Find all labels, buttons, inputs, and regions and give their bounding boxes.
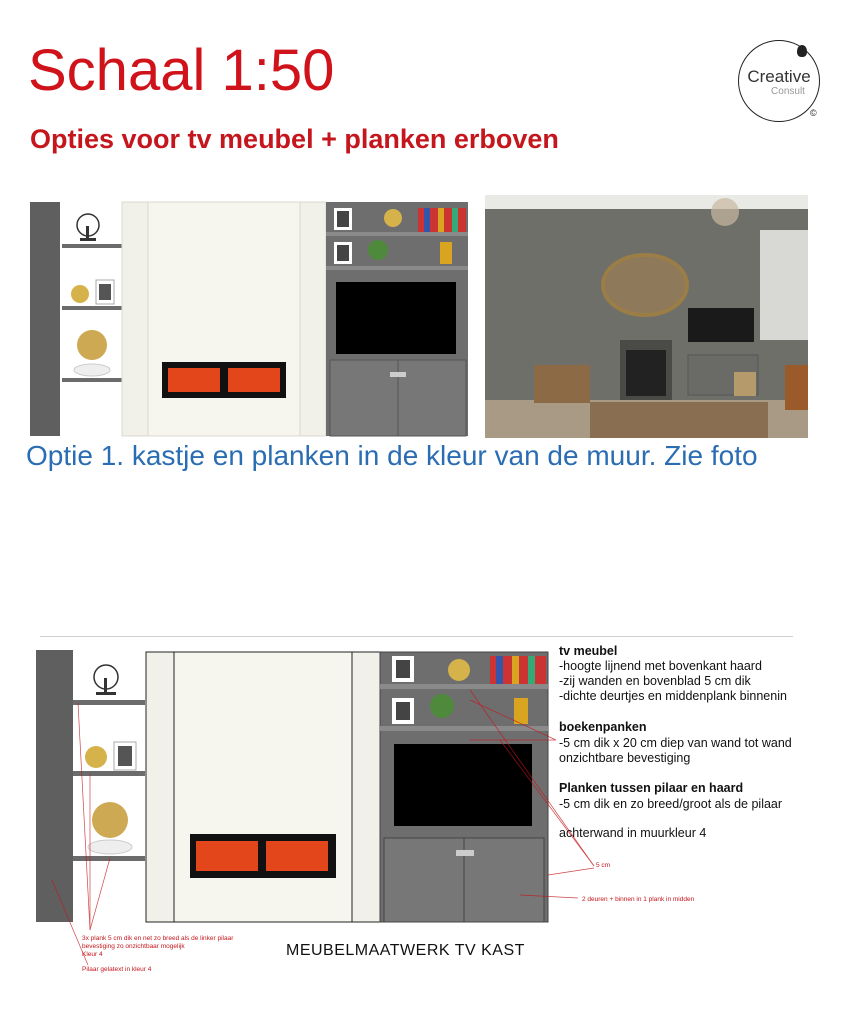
annotation-planks-3: Kleur 4: [82, 951, 103, 958]
sunburst-decor-icon: [71, 285, 89, 303]
annotation-doors: 2 deuren + binnen in 1 plank in midden: [582, 896, 695, 903]
top-shelf-3: [62, 378, 122, 382]
drawing-title: MEUBELMAATWERK TV KAST: [286, 942, 525, 959]
reference-photo: [485, 195, 808, 438]
divider-line: [40, 636, 793, 637]
annotation-pillar: Pilaar gelatext in kleur 4: [82, 966, 152, 973]
note-tv-3: -dichte deurtjes en middenplank binnenin: [559, 689, 787, 703]
note-tv-2: -zij wanden en bovenblad 5 cm dik: [559, 674, 751, 688]
note-books-heading: boekenpanken: [559, 720, 647, 734]
top-chimney: [122, 202, 326, 436]
annotation-five-cm: 5 cm: [596, 862, 611, 869]
bottom-shelf-3: [73, 856, 145, 861]
top-pillar: [30, 202, 60, 436]
note-backwall: achterwand in muurkleur 4: [559, 826, 707, 840]
top-elevation-drawing: [30, 202, 468, 436]
photo-tv: [688, 308, 754, 342]
note-tv-1: -hoogte lijnend met bovenkant haard: [559, 659, 762, 673]
bottom-chimney: [146, 652, 380, 922]
option-caption: Optie 1. kastje en planken in de kleur van de muur. Zie foto: [26, 440, 758, 471]
page-title: Schaal 1:50: [28, 38, 335, 103]
note-shelves-1: -5 cm dik en zo breed/groot als de pilaar: [559, 797, 783, 811]
note-books-2: onzichtbare bevestiging: [559, 751, 691, 765]
chandelier-icon: [711, 198, 739, 226]
log-stack: [534, 365, 590, 403]
annotation-planks-1: 3x plank 5 cm dik en net zo breed als de linker pilaar: [82, 935, 234, 942]
top-shelf-1: [62, 244, 122, 248]
bottom-tv-screen: [394, 744, 532, 826]
round-mirror: [603, 255, 687, 315]
bottom-shelf-1: [73, 700, 145, 705]
top-tv-screen: [336, 282, 456, 354]
top-shelf-2: [62, 306, 122, 310]
copyright-mark: ©: [810, 108, 817, 118]
bottom-shelf-2: [73, 771, 145, 776]
note-shelves-heading: Planken tussen pilaar en haard: [559, 781, 744, 795]
page-subtitle: Opties voor tv meubel + planken erboven: [30, 124, 559, 154]
bottom-elevation-drawing: [36, 650, 594, 965]
note-books-1: -5 cm dik x 20 cm diep van wand tot wand: [559, 736, 792, 750]
annotation-planks-2: bevestiging zo onzichtbaar mogelijk: [82, 943, 185, 950]
note-tv-heading: tv meubel: [559, 644, 618, 658]
logo-line-1: Creative: [747, 67, 811, 86]
plant-decor-icon: [77, 330, 107, 360]
logo-line-2: Consult: [771, 86, 805, 97]
bottom-pillar: [36, 650, 73, 922]
